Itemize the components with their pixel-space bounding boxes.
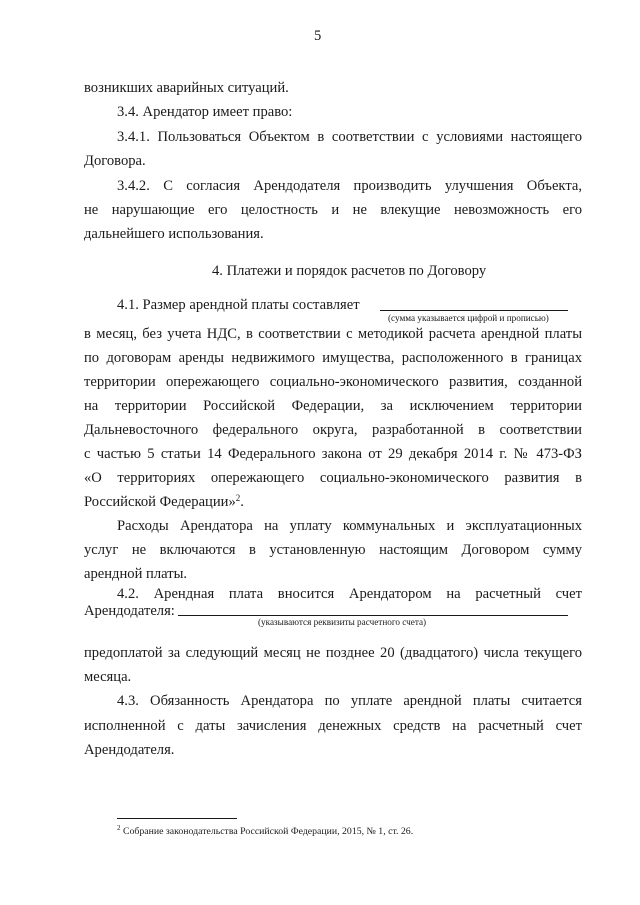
text-line: по договорам аренды недвижимого имущества, расположенного в границах [84,350,582,366]
text-line: услуг не включаются в установленную настоящим Договором сумму [84,542,582,558]
footnote-marker: 2 [117,824,121,832]
text-line: 3.4.2. С согласия Арендодателя производить улучшения Объекта, [117,178,582,194]
account-blank-line [178,615,568,616]
text-line: на территории Российской Федерации, за исключением территории [84,398,582,414]
text-span: Российской Федерации» [84,494,236,510]
section-heading: 4. Платежи и порядок расчетов по Договору [212,263,487,279]
footnote-ref: 2 [235,493,241,503]
text-line: с частью 5 статьи 14 Федерального закона от 29 декабря 2014 г. № 473-ФЗ [84,446,582,462]
text-line: территории опережающего социально-экономического развития, созданной [84,374,582,390]
text-line: дальнейшего использования. [84,226,264,242]
footnote-text: Собрание законодательства Российской Федерации, 2015, № 1, ст. 26. [120,826,414,837]
text-line [84,494,244,510]
text-line: арендной платы. [84,566,188,582]
text-line: не нарушающие его целостность и не влекущие невозможность его [84,202,582,218]
text-line: месяца. [84,669,132,685]
text-line: «О территориях опережающего социально-экономического развития в [84,470,582,486]
text-line: 4.1. Размер арендной платы составляет [117,297,360,313]
text-line: 3.4. Арендатор имеет право: [117,104,293,120]
text-line: Расходы Арендатора на уплату коммунальных и эксплуатационных [117,518,582,534]
amount-blank-line [380,310,568,311]
text-line: возникших аварийных ситуаций. [84,80,289,96]
footnote [117,826,413,838]
text-line: 3.4.1. Пользоваться Объектом в соответствии с условиями настоящего [117,129,582,145]
text-line: Арендодателя. [84,742,175,758]
text-line: 4.2. Арендная плата вносится Арендатором на расчетный счет [117,586,582,602]
text-line: Договора. [84,153,146,169]
text-line: 4.3. Обязанность Арендатора по уплате арендной платы считается [117,693,582,709]
field-hint: (указываются реквизиты расчетного счета) [258,617,427,627]
text-line: исполненной с даты зачисления денежных средств на расчетный счет [84,718,582,734]
text-line: в месяц, без учета НДС, в соответствии с методикой расчета арендной платы [84,326,582,342]
text-line: Дальневосточного федерального округа, разработанной в соответствии [84,422,582,438]
text-line: предоплатой за следующий месяц не позднее 20 (двадцатого) числа текущего [84,645,582,661]
page-number: 5 [314,28,322,44]
field-hint: (сумма указывается цифрой и прописью) [388,313,549,323]
footnote-separator [117,818,237,819]
text-line: Арендодателя: [84,603,175,619]
text-span: . [240,494,244,510]
